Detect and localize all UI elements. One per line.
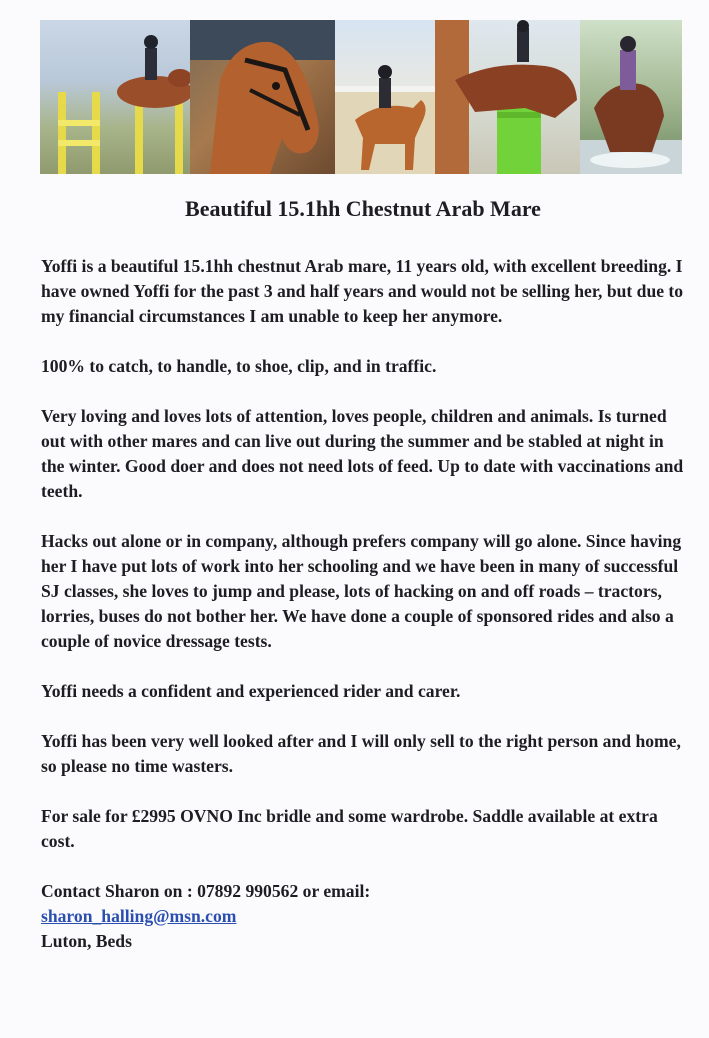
horse-jumping-photo — [40, 20, 190, 174]
horse-jumping-green-fence-photo — [435, 20, 580, 174]
horse-rider-arena-photo — [335, 20, 435, 174]
care-paragraph: Yoffi has been very well looked after and I will only sell to the right person and home, so please no time wasters. — [41, 731, 681, 776]
temperament-paragraph: Very loving and loves lots of attention, loves people, children and animals. Is turned out with other mares and can live out during the summer and be stabled at night in the winter. Good doer and does not need lots of feed. Up to date with vaccinations and teeth. — [41, 406, 684, 501]
email-link[interactable]: sharon_halling@msn.com — [41, 906, 237, 926]
photo-banner — [40, 20, 682, 174]
contact-block — [41, 879, 687, 954]
contact-line: Contact Sharon on : 07892 990562 or email: — [41, 881, 371, 901]
page-title: Beautiful 15.1hh Chestnut Arab Mare — [185, 196, 541, 221]
horse-head-photo — [190, 20, 335, 174]
advert-body — [41, 254, 687, 954]
horse-water-jump-photo — [580, 20, 682, 174]
handling-paragraph: 100% to catch, to handle, to shoe, clip, and in traffic. — [41, 356, 437, 376]
price-paragraph: For sale for £2995 OVNO Inc bridle and some wardrobe. Saddle available at extra cost. — [41, 806, 658, 851]
location-text: Luton, Beds — [41, 931, 132, 951]
riding-paragraph: Hacks out alone or in company, although prefers company will go alone. Since having her I have put lots of work into her schooling and we have been in many of successful SJ classes, she loves to jump and please, lots of hacking on and off roads – tractors, lorries, buses do not bother her. We have done a couple of sponsored rides and also a couple of novice dressage tests. — [41, 531, 682, 651]
rider-requirement-paragraph: Yoffi needs a confident and experienced rider and carer. — [41, 681, 461, 701]
intro-paragraph: Yoffi is a beautiful 15.1hh chestnut Arab mare, 11 years old, with excellent breeding. I have owned Yoffi for the past 3 and half years and would not be selling her, but due to my financial circumstances I am unable to keep her anymore. — [41, 256, 684, 326]
